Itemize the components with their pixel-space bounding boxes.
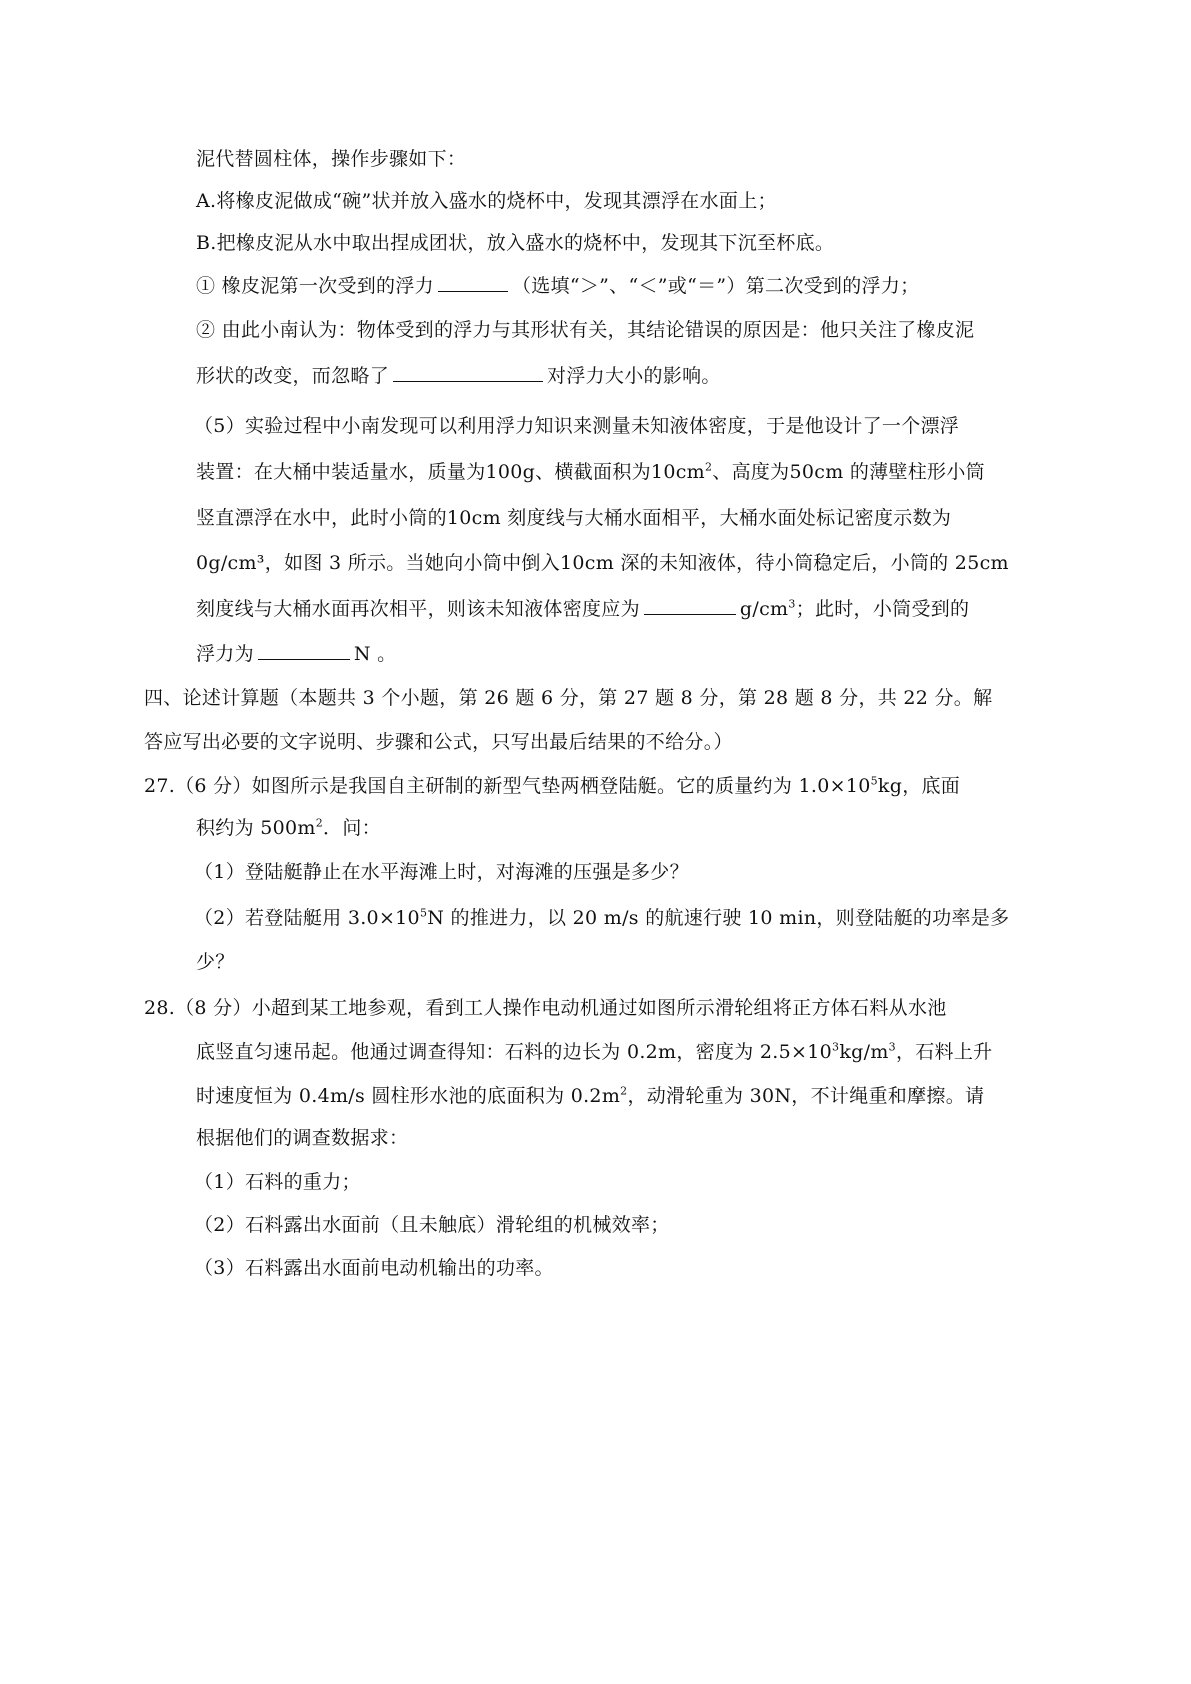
q26-part-5-line-6-b: N 。 bbox=[353, 643, 397, 665]
q27-stem-cont bbox=[196, 816, 381, 840]
superscript: 5 bbox=[419, 906, 428, 920]
superscript: 5 bbox=[870, 774, 878, 788]
q26-sub-2: ② 由此小南认为：物体受到的浮力与其形状有关，其结论错误的原因是：他只关注了橡皮泥 bbox=[196, 319, 975, 341]
q28-stem: 28.（8 分）小超到某工地参观，看到工人操作电动机通过如图所示滑轮组将正方体石料从水池 bbox=[144, 997, 947, 1019]
q26-sub-2-text-b: 对浮力大小的影响。 bbox=[547, 365, 721, 387]
q26-step-b: B.把橡皮泥从水中取出捏成团状，放入盛水的烧杯中，发现其下沉至杯底。 bbox=[196, 232, 835, 254]
q27-stem-b: kg，底面 bbox=[877, 775, 961, 797]
q26-sub-1 bbox=[196, 273, 919, 298]
superscript: 2 bbox=[315, 816, 324, 830]
q28-stem-line-4: 根据他们的调查数据求： bbox=[196, 1127, 409, 1149]
q27-stem-cont-a: 积约为 500m bbox=[196, 817, 316, 839]
answer-blank bbox=[438, 273, 508, 292]
superscript: 3 bbox=[832, 1040, 840, 1054]
q26-part-5-line-6 bbox=[196, 641, 396, 666]
q27-sub-2-cont: 少？ bbox=[196, 951, 235, 973]
q28-stem-line-2-unit: kg/m bbox=[839, 1041, 889, 1063]
q26-part-5-line-2-a: 装置：在大桶中装适量水，质量为100g、横截面积为10cm bbox=[196, 461, 705, 483]
q26-part-5-line-5 bbox=[196, 596, 969, 621]
q27-stem-cont-b: ．问： bbox=[323, 817, 381, 839]
section-4-heading: 四、论述计算题（本题共 3 个小题，第 26 题 6 分，第 27 题 8 分，第 28 题 8 分，共 22 分。解 bbox=[144, 687, 993, 709]
q28-stem-line-2 bbox=[196, 1040, 992, 1064]
q26-part-5-line-3: 竖直漂浮在水中，此时小筒的10cm 刻度线与大桶水面相平，大桶水面处标记密度示数为 bbox=[196, 507, 952, 529]
q27-sub-2-a: （2）若登陆艇用 3.0×10 bbox=[194, 907, 420, 929]
q26-sub-1-text-b: （选填“＞”、“＜”或“＝”）第二次受到的浮力； bbox=[511, 275, 920, 297]
q26-part-5-line-5-c: ；此时，小筒受到的 bbox=[795, 598, 970, 620]
q28-sub-1: （1）石料的重力； bbox=[194, 1171, 361, 1193]
q27-sub-2-b: N 的推进力，以 20 m/s 的航速行驶 10 min，则登陆艇的功率是多 bbox=[427, 907, 1010, 929]
q26-part-5-line-6-a: 浮力为 bbox=[196, 643, 254, 665]
q26-part-5-line-2 bbox=[196, 460, 985, 484]
q26-part-5-line-5-a: 刻度线与大桶水面再次相平，则该未知液体密度应为 bbox=[196, 598, 640, 620]
q26-sub-2-text-a: 形状的改变，而忽略了 bbox=[196, 365, 390, 387]
q26-sub-1-text-a: ① 橡皮泥第一次受到的浮力 bbox=[196, 275, 434, 297]
superscript: 2 bbox=[620, 1084, 628, 1098]
answer-blank bbox=[644, 596, 736, 615]
q28-stem-line-3 bbox=[196, 1084, 984, 1108]
q27-stem-a: 27.（6 分）如图所示是我国自主研制的新型气垫两栖登陆艇。它的质量约为 1.0×10 bbox=[144, 775, 871, 797]
q26-sub-2-cont bbox=[196, 363, 721, 388]
section-4-heading-cont: 答应写出必要的文字说明、步骤和公式，只写出最后结果的不给分。） bbox=[144, 731, 733, 753]
q28-sub-3: （3）石料露出水面前电动机输出的功率。 bbox=[194, 1257, 554, 1279]
answer-blank bbox=[258, 641, 350, 660]
q28-stem-line-3-a: 时速度恒为 0.4m/s 圆柱形水池的底面积为 0.2m bbox=[196, 1085, 621, 1107]
q27-sub-1: （1）登陆艇静止在水平海滩上时，对海滩的压强是多少？ bbox=[194, 861, 689, 883]
q26-part-5-line-2-b: 、高度为50cm 的薄壁柱形小筒 bbox=[712, 461, 985, 483]
answer-blank bbox=[393, 363, 543, 382]
superscript: 3 bbox=[888, 1040, 896, 1054]
q26-part-5: （5）实验过程中小南发现可以利用浮力知识来测量未知液体密度，于是他设计了一个漂浮 bbox=[194, 415, 960, 437]
q27-sub-2 bbox=[194, 906, 1009, 930]
q26-step-a: A.将橡皮泥做成“碗”状并放入盛水的烧杯中，发现其漂浮在水面上； bbox=[196, 190, 777, 212]
q26-part-5-line-5-unit: g/cm bbox=[739, 598, 789, 620]
q27-stem bbox=[144, 774, 960, 798]
superscript: 2 bbox=[704, 460, 713, 474]
q28-stem-line-2-a: 底竖直匀速吊起。他通过调查得知：石料的边长为 0.2m，密度为 2.5×10 bbox=[196, 1041, 833, 1063]
q28-sub-2: （2）石料露出水面前（且未触底）滑轮组的机械效率； bbox=[194, 1214, 670, 1236]
q28-stem-line-2-c: ，石料上升 bbox=[895, 1041, 993, 1063]
q26-line-1: 泥代替圆柱体，操作步骤如下： bbox=[196, 148, 467, 170]
q26-part-5-line-4: 0g/cm³，如图 3 所示。当她向小筒中倒入10cm 深的未知液体，待小筒稳定后，小筒的 25cm bbox=[196, 552, 1009, 574]
superscript: 3 bbox=[788, 597, 796, 611]
q28-stem-line-3-b: ，动滑轮重为 30N，不计绳重和摩擦。请 bbox=[627, 1085, 985, 1107]
